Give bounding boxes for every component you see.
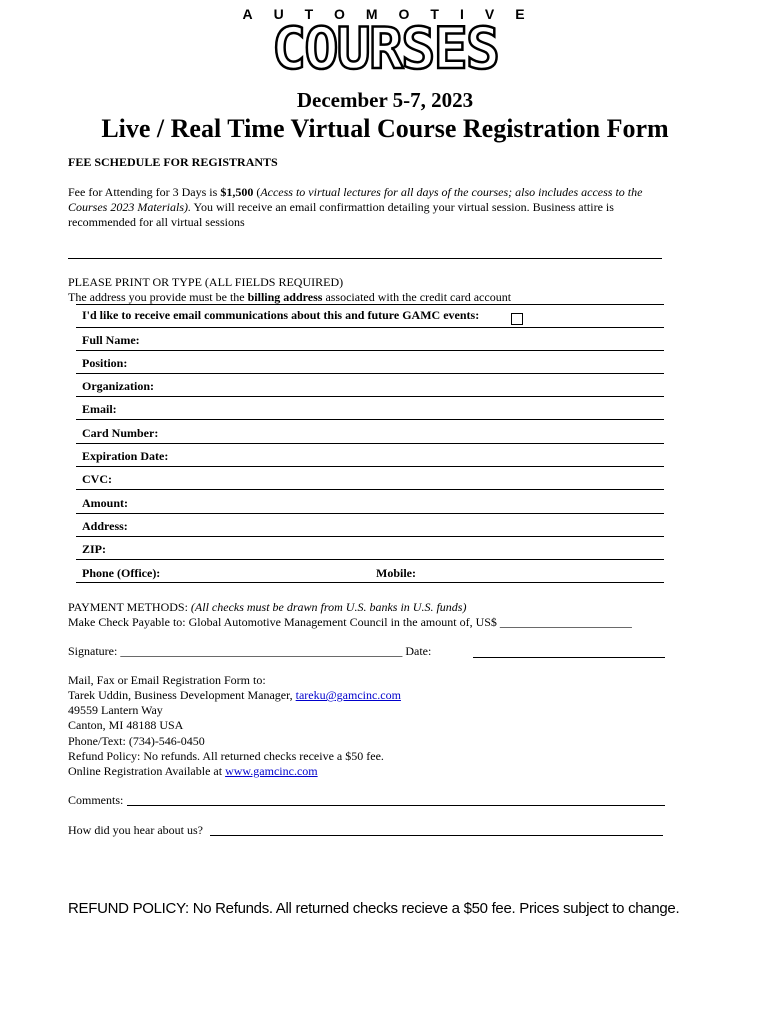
expiration-date-field[interactable] (76, 466, 664, 467)
expiration-date-label: Expiration Date: (82, 449, 169, 463)
contact-email-link[interactable]: tareku@gamcinc.com (295, 688, 401, 702)
signature-line: Signature: _______________________________________________ Date: (68, 644, 432, 658)
address-label: Address: (82, 519, 128, 533)
contact-phone: Phone/Text: (734)-546-0450 (68, 734, 205, 748)
online-prefix: Online Registration Available at (68, 764, 226, 778)
mobile-label: Mobile: (376, 566, 416, 580)
comments-label: Comments: (68, 793, 124, 807)
fee-price: $1,500 (220, 185, 254, 199)
website-link[interactable]: www.gamcinc.com (225, 764, 318, 778)
position-field[interactable] (76, 373, 664, 374)
position-label: Position: (82, 356, 128, 370)
fee-paren: ( (253, 185, 261, 199)
phone-office-label: Phone (Office): (82, 566, 161, 580)
zip-field[interactable] (76, 559, 664, 560)
payment-methods (68, 600, 466, 615)
email-opt-in-checkbox[interactable] (511, 313, 523, 325)
instructions-bold: billing address (247, 290, 323, 304)
email-field[interactable] (76, 419, 664, 420)
zip-label: ZIP: (82, 542, 106, 556)
contact-name: Tarek Uddin, Business Development Manager, (68, 688, 296, 702)
fee-text-before: Fee for Attending for 3 Days is (68, 185, 221, 199)
address-field[interactable] (76, 536, 664, 537)
card-number-field[interactable] (76, 443, 664, 444)
contact-address1: 49559 Lantern Way (68, 703, 163, 717)
amount-field[interactable] (76, 513, 664, 514)
contact-refund-policy: Refund Policy: No refunds. All returned checks receive a $50 fee. (68, 749, 384, 763)
payment-note: (All checks must be drawn from U.S. banks in U.S. funds) (190, 600, 467, 614)
section-divider (68, 258, 662, 259)
fee-schedule-text (68, 185, 673, 230)
full-name-field[interactable] (76, 350, 664, 351)
hear-about-field[interactable] (210, 835, 663, 836)
card-number-label: Card Number: (82, 426, 159, 440)
phone-field[interactable] (76, 582, 664, 583)
instructions-after: associated with the credit card account (322, 290, 512, 304)
online-registration (68, 764, 318, 779)
hear-about-label: How did you hear about us? (68, 823, 203, 837)
instructions-before: The address you provide must be the (68, 290, 248, 304)
email-opt-in-label: I'd like to receive email communications about this and future GAMC events: (82, 308, 480, 322)
fee-text-after: You will receive an email confirmattion detailing your virtual session. Business attire is recommended for all virtual sessions (68, 200, 614, 229)
refund-policy-banner: REFUND POLICY: No Refunds. All returned checks recieve a $50 fee. Prices subject to change. (68, 900, 680, 917)
payment-label: PAYMENT METHODS: (68, 600, 191, 614)
logo-main-text: COURSES (271, 16, 499, 82)
amount-label: Amount: (82, 496, 129, 510)
organization-field[interactable] (76, 396, 664, 397)
full-name-label: Full Name: (82, 333, 140, 347)
organization-label: Organization: (82, 379, 154, 393)
event-date: December 5-7, 2023 (296, 88, 474, 112)
form-top-line (76, 304, 664, 305)
contact-person (68, 688, 401, 703)
cvc-label: CVC: (82, 472, 112, 486)
instructions-line1: PLEASE PRINT OR TYPE (ALL FIELDS REQUIRED) (68, 275, 344, 289)
form-row-line (76, 327, 664, 328)
logo-top-text: AUTOMOTIVE (242, 6, 546, 22)
contact-heading: Mail, Fax or Email Registration Form to: (68, 673, 266, 687)
fee-schedule-heading: FEE SCHEDULE FOR REGISTRANTS (68, 155, 278, 169)
fee-italic-note: Access to virtual lectures for all days of the courses; also includes access to the Courses 2023 Materials). (68, 185, 643, 214)
email-label: Email: (82, 402, 117, 416)
comments-field[interactable] (127, 805, 665, 806)
contact-address2: Canton, MI 48188 USA (68, 718, 184, 732)
cvc-field[interactable] (76, 489, 664, 490)
instructions-line2 (68, 290, 511, 305)
date-field[interactable] (473, 657, 665, 658)
page-title: Live / Real Time Virtual Course Registration Form (101, 114, 669, 143)
check-payable-line: Make Check Payable to: Global Automotive Management Council in the amount of, US$ ______________________ (68, 615, 632, 629)
